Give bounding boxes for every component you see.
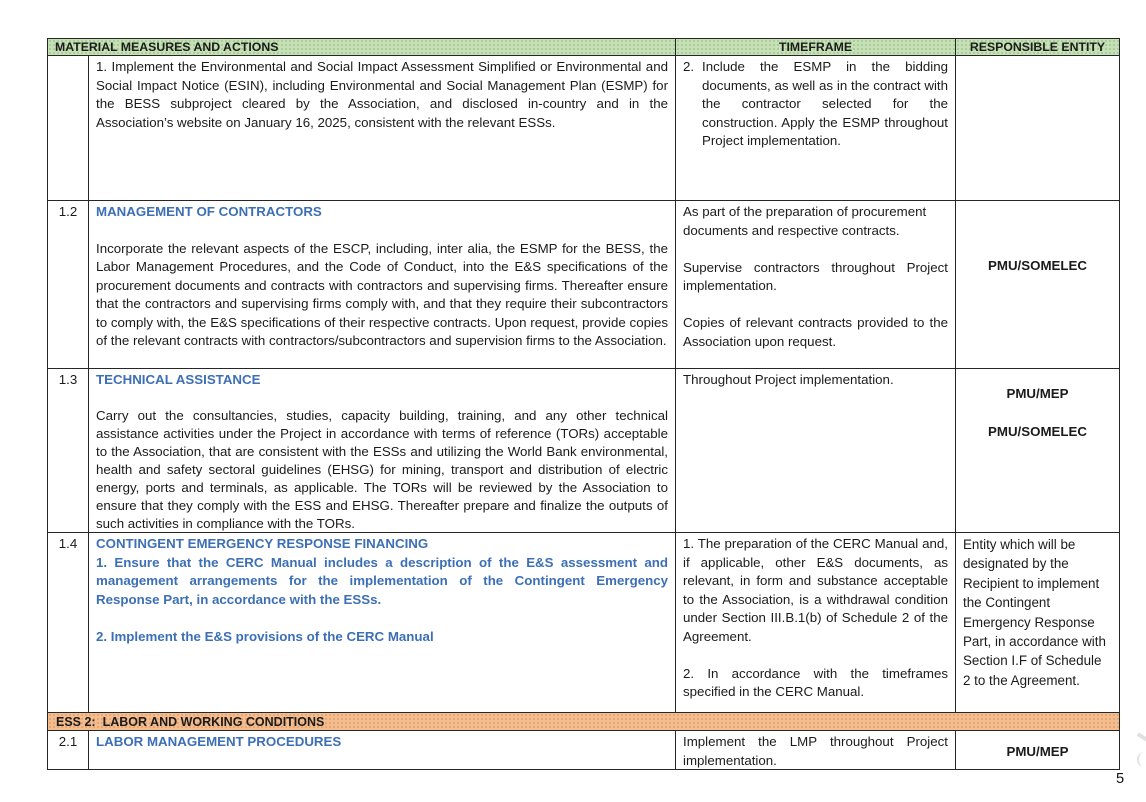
measures-cell	[89, 201, 676, 369]
responsible-entity: PMU/SOMELEC	[988, 423, 1087, 439]
responsible-entity: PMU/MEP	[1006, 386, 1069, 401]
measure-text: Incorporate the relevant aspects of the ESCP, including, inter alia, the ESMP for the BESS, the Labor Management Procedures, and the Code of Conduct, into the E&S specifications of the procurement documents and contracts with contractors and supervising firms. Thereafter ensure that the contractors and supervising firms comply with, and that they require their subcontractors to comply with, the E&S specifications of their respective contracts. Upon request, provide copies of the relevant contracts with contractors/subcontractors and supervision firms to the Association.	[96, 240, 668, 348]
timeframe-item	[683, 58, 948, 151]
responsible-entity: PMU/MEP	[1006, 744, 1069, 759]
timeframe-text: Supervise contractors throughout Project implementation.	[683, 259, 948, 293]
row-number-cell: 2.1	[48, 731, 89, 769]
header-cell-timeframe	[676, 39, 956, 56]
measure-heading: LABOR MANAGEMENT PROCEDURES	[96, 734, 342, 749]
clipped-annotation-mark-icon	[1137, 752, 1146, 767]
measures-cell	[89, 533, 676, 713]
measure-heading: TECHNICAL ASSISTANCE	[96, 372, 261, 387]
timeframe-text: Copies of relevant contracts provided to the Association upon request.	[683, 315, 948, 349]
escp-table	[47, 38, 1120, 770]
row-number-cell	[48, 56, 89, 201]
table-row	[48, 201, 1119, 369]
section-title: LABOR AND WORKING CONDITIONS	[102, 715, 325, 729]
section-header-cell	[48, 713, 1119, 731]
header-cell-responsible	[956, 39, 1119, 56]
timeframe-cell	[676, 56, 956, 201]
measure-heading: CONTINGENT EMERGENCY RESPONSE FINANCING	[96, 536, 429, 551]
header-cell-measures	[48, 39, 676, 56]
measures-cell	[89, 369, 676, 533]
timeframe-text: Throughout Project implementation.	[683, 372, 894, 387]
table-row	[48, 533, 1119, 713]
responsible-cell	[956, 56, 1119, 201]
section-label: ESS 2:	[56, 715, 96, 729]
timeframe-cell	[676, 369, 956, 533]
section-header-row	[48, 713, 1119, 731]
timeframe-text: Include the ESMP in the bidding documents, as well as in the contract with the contractor selected for the construction. Apply the ESMP throughout Project implementation.	[702, 59, 948, 148]
responsible-cell	[956, 731, 1119, 769]
timeframe-text: Implement the LMP throughout Project implementation.	[683, 734, 948, 768]
timeframe-text: As part of the preparation of procurement documents and respective contracts.	[683, 204, 927, 238]
measure-action: 2. Implement the E&S provisions of the CERC Manual	[96, 628, 434, 644]
clipped-annotation-mark-icon	[1137, 732, 1146, 741]
measure-text: 1. Implement the Environmental and Social Impact Assessment Simplified or Environmental and Social Impact Notice (ESIN), including Environmental and Social Management Plan (ESMP) for the BESS subproject cleared by the Association, and disclosed in-country and in the Association’s website on January 16, 2025, consistent with the relevant ESSs.	[96, 59, 668, 130]
table-header-row	[48, 39, 1119, 56]
header-timeframe-label: TIMEFRAME	[778, 40, 853, 54]
timeframe-text: 1. The preparation of the CERC Manual and, if applicable, other E&S documents, as relevant, in form and substance acceptable to the Association, is a withdrawal condition under Section III.B.1(b) of Schedule 2 of the Agreement.	[683, 536, 948, 644]
header-measures-label: MATERIAL MEASURES AND ACTIONS	[55, 40, 279, 54]
measure-heading: MANAGEMENT OF CONTRACTORS	[96, 204, 322, 219]
list-marker: 2.	[683, 59, 695, 74]
responsible-cell	[956, 369, 1119, 533]
measures-cell	[89, 56, 676, 201]
timeframe-cell	[676, 533, 956, 713]
table-row	[48, 369, 1119, 533]
responsible-entity: PMU/SOMELEC	[988, 258, 1087, 273]
table-row	[48, 731, 1119, 769]
measure-action: 1. Ensure that the CERC Manual includes a description of the E&S assessment and management arrangements for the implementation of the Contingent Emergency Response Part, in accordance with the ESSs.	[96, 554, 668, 607]
timeframe-text: 2. In accordance with the timeframes specified in the CERC Manual.	[683, 665, 948, 699]
measure-text: Carry out the consultancies, studies, capacity building, training, and any other technical assistance activities under the Project in accordance with terms of reference (TORs) acceptable to the Association, that are consistent with the ESSs and utilizing the World Bank environmental, health and safety sectoral guidelines (EHSG) for mining, transport and distribution of electric energy, ports and terminals, as applicable. The TORs will be reviewed by the Association to ensure that they comply with the ESS and EHSG. Thereafter prepare and finalize the outputs of such activities in compliance with the TORs.	[96, 408, 668, 531]
measures-cell	[89, 731, 676, 769]
timeframe-cell	[676, 731, 956, 769]
row-number-cell: 1.4	[48, 533, 89, 713]
responsible-cell	[956, 201, 1119, 369]
responsible-cell	[956, 533, 1119, 713]
timeframe-cell	[676, 201, 956, 369]
row-number-cell: 1.3	[48, 369, 89, 533]
page-number: 5	[1116, 771, 1125, 787]
header-responsible-label: RESPONSIBLE ENTITY	[969, 40, 1106, 54]
table-row	[48, 56, 1119, 201]
row-number-cell: 1.2	[48, 201, 89, 369]
responsible-entity: Entity which will be designated by the Recipient to implement the Contingent Emergency Response Part, in accordance with Section I.F of Schedule 2 to the Agreement.	[963, 537, 1106, 688]
